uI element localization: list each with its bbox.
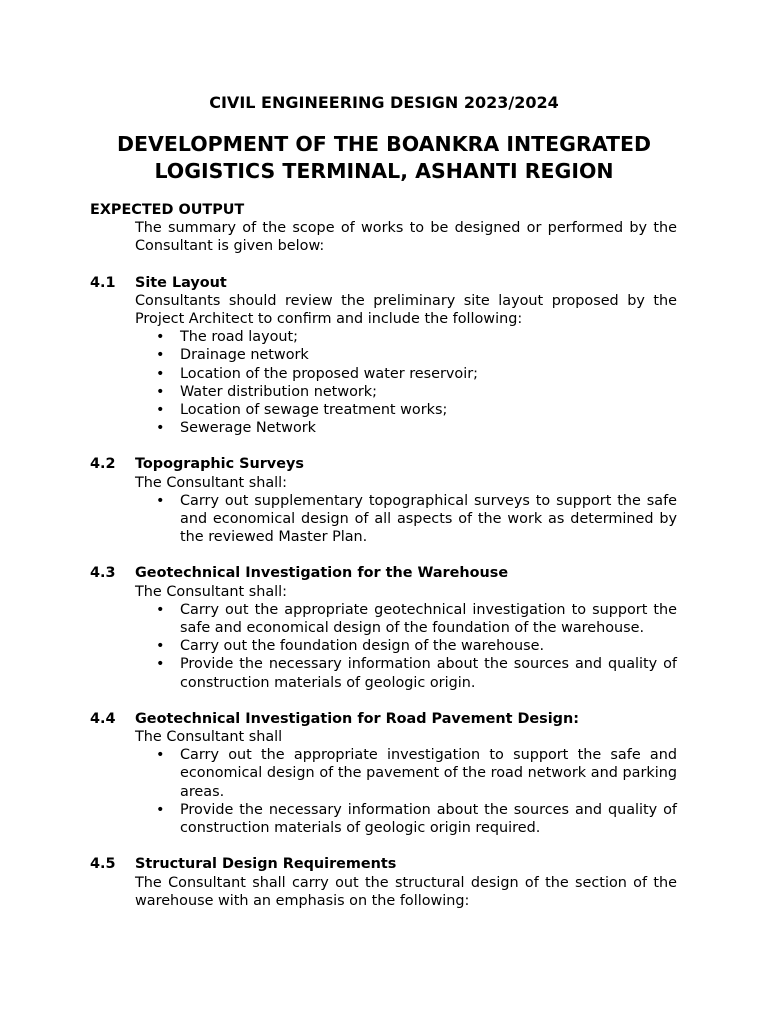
section-number: 4.2 (90, 456, 116, 473)
section-text: Consultants should review the preliminary site layout proposed by the Project Architect to confirm and include the following: (135, 292, 677, 328)
bullet-list (90, 328, 677, 437)
bullet-text: Drainage network (180, 347, 309, 364)
bullet-icon: • (156, 601, 165, 618)
bullet-text: Provide the necessary information about the sources and quality of construction materials of geologic origin required. (180, 801, 677, 837)
section-title: Geotechnical Investigation for the Warehouse (135, 565, 509, 582)
section-number: 4.5 (90, 856, 116, 873)
sections-list (90, 256, 677, 910)
section-spacer (90, 437, 677, 455)
section-4-5 (90, 855, 677, 910)
bullet-text: The road layout; (180, 329, 299, 346)
bullet-icon: • (156, 383, 165, 400)
section-spacer (90, 837, 677, 855)
bullet-item (156, 328, 677, 346)
section-heading (90, 455, 677, 473)
section-text: The Consultant shall: (135, 474, 288, 491)
bullet-icon: • (156, 402, 165, 419)
bullet-icon: • (156, 656, 165, 673)
bullet-text: Provide the necessary information about the sources and quality of construction materials of geologic origin. (180, 656, 677, 691)
section-text: The Consultant shall: (135, 583, 288, 600)
document-title-line-1: DEVELOPMENT OF THE BOANKRA INTEGRATED (116, 132, 652, 156)
bullet-item (156, 419, 677, 437)
section-heading (90, 855, 677, 873)
bullet-text: Carry out the foundation design of the warehouse. (180, 638, 545, 655)
bullet-icon: • (156, 329, 165, 346)
bullet-icon: • (156, 347, 165, 364)
section-4-4 (90, 710, 677, 837)
course-title: CIVIL ENGINEERING DESIGN 2023/2024 (209, 93, 559, 112)
bullet-list (90, 492, 677, 547)
section-4-1 (90, 274, 677, 438)
bullet-text: Sewerage Network (180, 420, 316, 437)
bullet-item (156, 637, 677, 655)
bullet-icon: • (156, 492, 165, 509)
expected-output-heading: EXPECTED OUTPUT (90, 202, 245, 218)
bullet-item (156, 601, 677, 637)
document-title-line-2: LOGISTICS TERMINAL, ASHANTI REGION (154, 159, 614, 183)
expected-output-text: The summary of the scope of works to be designed or performed by the Consultant is given below: (135, 220, 677, 255)
section-text: The Consultant shall carry out the structural design of the section of the warehouse with an emphasis on the following: (135, 874, 677, 909)
section-number: 4.4 (90, 710, 116, 727)
bullet-item (156, 346, 677, 364)
section-heading (90, 564, 677, 582)
section-title: Geotechnical Investigation for Road Pavement Design: (135, 710, 579, 727)
section-title: Structural Design Requirements (135, 856, 397, 873)
section-number: 4.1 (90, 274, 116, 291)
bullet-item (156, 492, 677, 547)
bullet-text: Location of sewage treatment works; (180, 402, 448, 419)
bullet-item (156, 383, 677, 401)
bullet-item (156, 801, 677, 837)
section-4-3 (90, 564, 677, 691)
section-title: Site Layout (135, 274, 227, 291)
bullet-item (156, 365, 677, 383)
bullet-icon: • (156, 801, 165, 818)
section-heading (90, 710, 677, 728)
section-spacer (90, 256, 677, 274)
document-body (90, 201, 677, 910)
bullet-icon: • (156, 365, 165, 382)
section-spacer (90, 546, 677, 564)
section-text: The Consultant shall (135, 729, 283, 746)
bullet-list (90, 601, 677, 692)
document-title (60, 131, 708, 185)
bullet-item (156, 401, 677, 419)
bullet-icon: • (156, 747, 165, 764)
bullet-icon: • (156, 420, 165, 437)
bullet-text: Location of the proposed water reservoir; (180, 365, 478, 382)
bullet-list (90, 746, 677, 837)
bullet-text: Carry out the appropriate investigation to support the safe and economical design of the pavement of the road network and parking areas. (180, 747, 677, 800)
section-4-2 (90, 455, 677, 546)
section-heading (90, 274, 677, 292)
bullet-item (156, 655, 677, 691)
bullet-text: Carry out the appropriate geotechnical investigation to support the safe and economical design of the foundation of the warehouse. (180, 601, 677, 637)
bullet-text: Water distribution network; (180, 383, 377, 400)
bullet-text: Carry out supplementary topographical surveys to support the safe and economical design of all aspects of the work as determined by the reviewed Master Plan. (180, 492, 677, 546)
section-number: 4.3 (90, 565, 116, 582)
section-title: Topographic Surveys (135, 456, 304, 473)
bullet-item (156, 746, 677, 801)
section-spacer (90, 692, 677, 710)
bullet-icon: • (156, 638, 165, 655)
